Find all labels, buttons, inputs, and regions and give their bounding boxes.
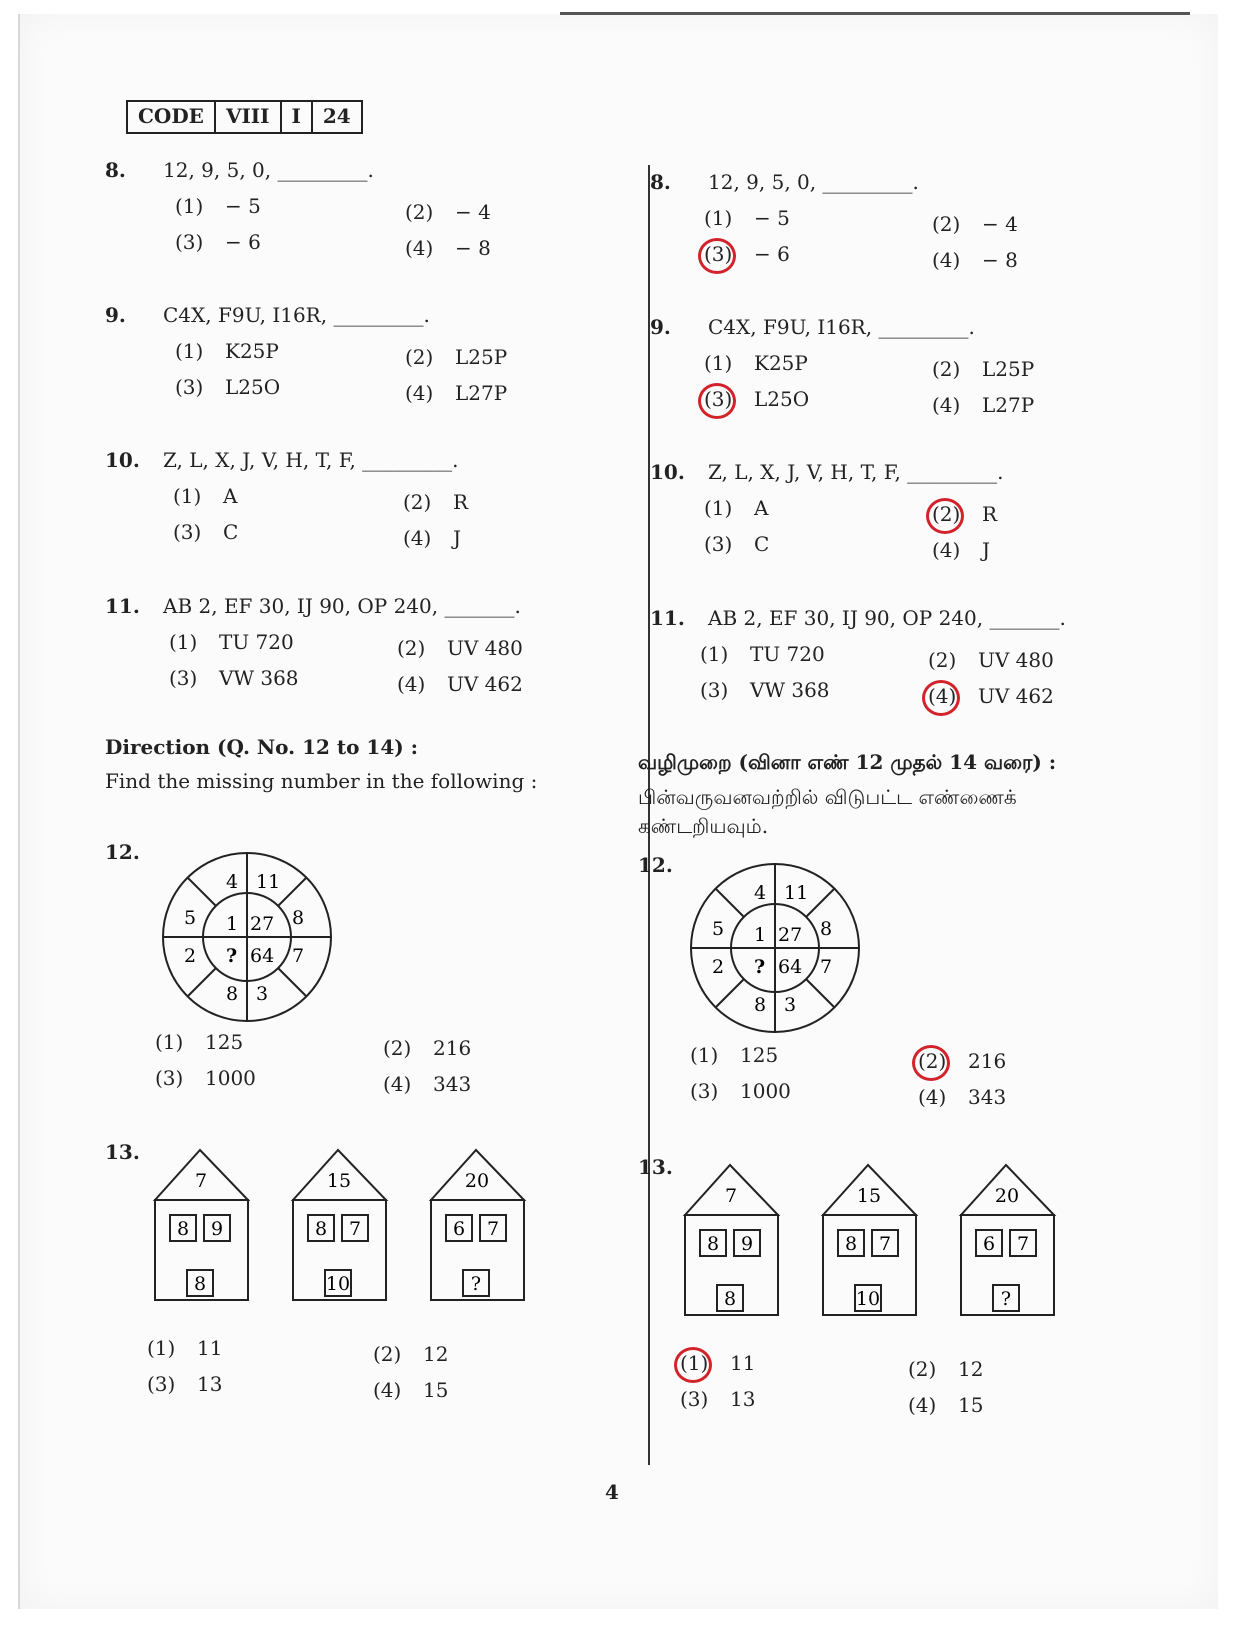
- house-value: 7: [724, 1185, 738, 1207]
- option: (2) UV 480: [397, 636, 523, 660]
- option: (2) − 4: [932, 212, 1018, 236]
- wheel-inner-value: ?: [226, 945, 238, 967]
- question-number: 10.: [650, 460, 685, 484]
- option: (3) C: [173, 520, 239, 544]
- question-number: 8.: [650, 170, 671, 194]
- option: (4) − 8: [405, 236, 491, 260]
- house: [431, 1150, 524, 1300]
- house-value: 8: [176, 1218, 190, 1240]
- option: (4) 15: [373, 1378, 449, 1402]
- house-figures: [150, 1145, 570, 1325]
- wheel-outer-value: 7: [292, 945, 305, 967]
- option: (3) VW 368: [700, 678, 830, 702]
- house: [293, 1150, 386, 1300]
- option: (1) TU 720: [169, 630, 294, 654]
- direction: [105, 735, 537, 793]
- code-part: VIII: [216, 102, 282, 132]
- house: [155, 1150, 248, 1300]
- question-text: 12, 9, 5, 0, _________.: [163, 158, 374, 182]
- house-value: 6: [452, 1218, 466, 1240]
- option: (1) 125: [690, 1043, 779, 1067]
- house: [961, 1165, 1054, 1315]
- code-label: CODE: [128, 102, 216, 132]
- wheel-inner-value: 27: [778, 924, 803, 946]
- option: (4) J: [403, 526, 462, 550]
- option-marked: (3) L25O: [704, 387, 810, 411]
- option: (4) UV 462: [397, 672, 523, 696]
- wheel-outer-value: 3: [256, 983, 269, 1005]
- option: (3) 1000: [155, 1066, 256, 1090]
- wheel-inner-value: ?: [754, 956, 766, 978]
- house: [685, 1165, 778, 1315]
- option: (1) TU 720: [700, 642, 825, 666]
- house-value: 20: [994, 1185, 1020, 1207]
- direction-text: பின்வருவனவற்றில் விடுபட்ட எண்ணைக்: [638, 785, 1017, 809]
- option-marked: (4) UV 462: [928, 684, 1054, 708]
- house-value: 15: [326, 1170, 352, 1192]
- house-value: 8: [314, 1218, 328, 1240]
- house-value: 7: [486, 1218, 500, 1240]
- option-marked: (2) R: [932, 502, 998, 526]
- direction-text: கண்டறியவும்.: [638, 814, 769, 838]
- house-value: 8: [706, 1233, 720, 1255]
- option: (2) R: [403, 490, 469, 514]
- wheel-outer-value: 2: [184, 945, 197, 967]
- wheel-inner-value: 1: [754, 924, 767, 946]
- question-number: 8.: [105, 158, 126, 182]
- option: (4) L27P: [405, 381, 508, 405]
- option-marked: (2) 216: [918, 1049, 1007, 1073]
- wheel-outer-value: 4: [754, 882, 767, 904]
- option: (3) 1000: [690, 1079, 791, 1103]
- question-text: C4X, F9U, I16R, _________.: [163, 303, 430, 327]
- direction: [638, 750, 1168, 841]
- wheel-inner-value: 64: [250, 945, 275, 967]
- option: (4) 15: [908, 1393, 984, 1417]
- house-value: 8: [723, 1288, 737, 1310]
- house-value: 9: [210, 1218, 224, 1240]
- option: (1) K25P: [175, 339, 279, 363]
- question-number: 13.: [638, 1155, 673, 1179]
- option: (2) 12: [908, 1357, 984, 1381]
- option: (3) C: [704, 532, 770, 556]
- question-number: 12.: [105, 840, 140, 864]
- option: (2) L25P: [405, 345, 508, 369]
- wheel-outer-value: 7: [820, 956, 833, 978]
- option: (4) − 8: [932, 248, 1018, 272]
- option: (3) VW 368: [169, 666, 299, 690]
- option: (3) − 6: [175, 230, 261, 254]
- option: (2) 216: [383, 1036, 472, 1060]
- option: (4) 343: [918, 1085, 1007, 1109]
- question-number: 10.: [105, 448, 140, 472]
- wheel-inner-value: 1: [226, 913, 239, 935]
- wheel-outer-value: 8: [820, 918, 833, 940]
- question-text: Z, L, X, J, V, H, T, F, _________.: [163, 448, 459, 472]
- house-value: 6: [982, 1233, 996, 1255]
- wheel-outer-value: 11: [784, 882, 809, 904]
- house-value: ?: [1000, 1288, 1012, 1310]
- direction-heading: Direction (Q. No. 12 to 14) :: [105, 735, 419, 759]
- option: (1) − 5: [704, 206, 790, 230]
- wheel-outer-value: 5: [712, 918, 725, 940]
- option: (2) 12: [373, 1342, 449, 1366]
- question-text: C4X, F9U, I16R, _________.: [708, 315, 975, 339]
- page-number: 4: [605, 1480, 619, 1504]
- house-value: 15: [856, 1185, 882, 1207]
- question-number: 13.: [105, 1140, 140, 1164]
- house-figures: [680, 1160, 1100, 1340]
- house-value: 9: [740, 1233, 754, 1255]
- option: (3) 13: [147, 1372, 223, 1396]
- question-text: AB 2, EF 30, IJ 90, OP 240, _______.: [163, 594, 521, 618]
- question-text: Z, L, X, J, V, H, T, F, _________.: [708, 460, 1004, 484]
- wheel-outer-value: 2: [712, 956, 725, 978]
- wheel-outer-value: 11: [256, 871, 281, 893]
- house-value: 10: [855, 1288, 881, 1310]
- option: (3) L25O: [175, 375, 281, 399]
- house-value: ?: [470, 1273, 482, 1295]
- direction-text: Find the missing number in the following :: [105, 769, 538, 793]
- house-value: 8: [193, 1273, 207, 1295]
- question-number: 9.: [105, 303, 126, 327]
- wheel-outer-value: 4: [226, 871, 239, 893]
- option-marked: (1) 11: [680, 1351, 756, 1375]
- house: [823, 1165, 916, 1315]
- question-number: 11.: [105, 594, 140, 618]
- number-wheel: [688, 861, 863, 1036]
- question-number: 9.: [650, 315, 671, 339]
- wheel-outer-value: 8: [226, 983, 239, 1005]
- scan-edge-line: [560, 12, 1190, 15]
- question-text: AB 2, EF 30, IJ 90, OP 240, _______.: [708, 606, 1066, 630]
- option: (4) J: [932, 538, 991, 562]
- option: (2) − 4: [405, 200, 491, 224]
- houses-svg: [680, 1160, 1100, 1340]
- option: (1) K25P: [704, 351, 808, 375]
- code-part: 24: [322, 104, 351, 128]
- wheel-outer-value: 3: [784, 994, 797, 1016]
- option: (2) UV 480: [928, 648, 1054, 672]
- number-wheel: [160, 850, 335, 1025]
- option: (1) 125: [155, 1030, 244, 1054]
- option-marked: (3) − 6: [704, 242, 790, 266]
- house-value: 7: [194, 1170, 208, 1192]
- house-value: 7: [1016, 1233, 1030, 1255]
- question-number: 11.: [650, 606, 685, 630]
- house-value: 20: [464, 1170, 490, 1192]
- direction-heading: வழிமுறை (வினா எண் 12 முதல் 14 வரை) :: [638, 750, 1057, 774]
- code-part: I: [282, 102, 313, 132]
- option: (4) L27P: [932, 393, 1035, 417]
- option: (1) A: [704, 496, 769, 520]
- wheel-outer-value: 5: [184, 907, 197, 929]
- option: (3) 13: [680, 1387, 756, 1411]
- house-value: 10: [325, 1273, 351, 1295]
- question-text: 12, 9, 5, 0, _________.: [708, 170, 919, 194]
- option: (4) 343: [383, 1072, 472, 1096]
- option: (2) L25P: [932, 357, 1035, 381]
- code-box: [126, 100, 363, 134]
- option: (1) A: [173, 484, 238, 508]
- houses-svg: [150, 1145, 570, 1325]
- option: (1) 11: [147, 1336, 223, 1360]
- question-number: 12.: [638, 853, 673, 877]
- house-value: 7: [348, 1218, 362, 1240]
- wheel-outer-value: 8: [754, 994, 767, 1016]
- wheel-inner-value: 64: [778, 956, 803, 978]
- wheel-inner-value: 27: [250, 913, 275, 935]
- house-value: 8: [844, 1233, 858, 1255]
- wheel-outer-value: 8: [292, 907, 305, 929]
- option: (1) − 5: [175, 194, 261, 218]
- house-value: 7: [878, 1233, 892, 1255]
